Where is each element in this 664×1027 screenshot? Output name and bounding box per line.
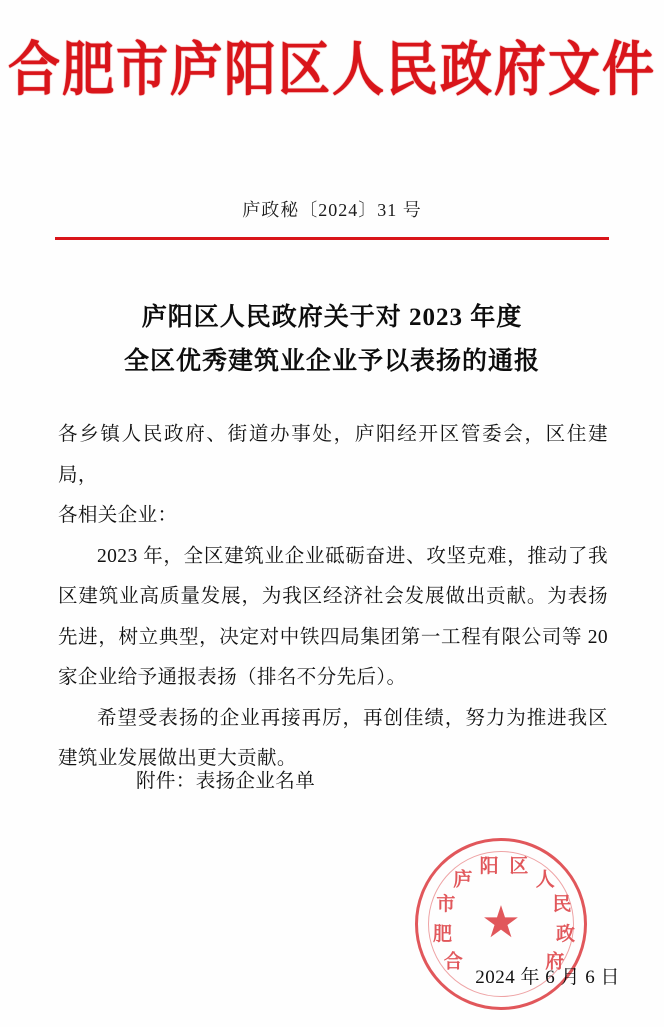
body-paragraph-2: 希望受表扬的企业再接再厉，再创佳绩，努力为推进我区建筑业发展做出更大贡献。: [58, 707, 608, 770]
salutation-line-1: 各乡镇人民政府、街道办事处，庐阳经开区管委会，区住建局，: [58, 424, 608, 486]
seal-character: 民: [552, 894, 572, 916]
document-title-line-1: 庐阳区人民政府关于对 2023 年度: [141, 304, 523, 331]
document-title: [60, 296, 604, 384]
document-body: [58, 415, 608, 780]
masthead: [0, 38, 664, 103]
seal-star-icon: ★: [481, 898, 521, 947]
seal-character: 人: [535, 869, 555, 891]
attachment-note: 附件：表扬企业名单: [136, 771, 316, 792]
document-date: 2024 年 6 月 6 日: [475, 967, 620, 988]
seal-character: 市: [436, 894, 456, 916]
document-title-line-2: 全区优秀建筑业企业予以表扬的通报: [123, 347, 540, 375]
seal-character: 庐: [453, 869, 473, 891]
seal-character: 政: [555, 923, 576, 945]
body-paragraph-1: 2023 年，全区建筑业企业砥砺奋进、攻坚克难，推动了我区建筑业高质量发展，为我区经济社会发展做出贡献。为表扬先进，树立典型，决定对中铁四局集团第一工程有限公司等 20 家企业给予通报表扬（排名不分先后）。: [58, 545, 608, 689]
seal-character: 区: [509, 855, 529, 877]
seal-character: 肥: [432, 923, 452, 945]
red-divider-rule: [55, 237, 609, 240]
document-number: 庐政秘〔2024〕31 号: [242, 200, 422, 220]
salutation-line-2: 各相关企业：: [58, 505, 178, 527]
seal-character: 府: [545, 951, 565, 973]
masthead-title: 合肥市庐阳区人民政府文件: [7, 39, 656, 103]
seal-character: 合: [443, 951, 463, 973]
seal-character: 阳: [479, 855, 499, 877]
